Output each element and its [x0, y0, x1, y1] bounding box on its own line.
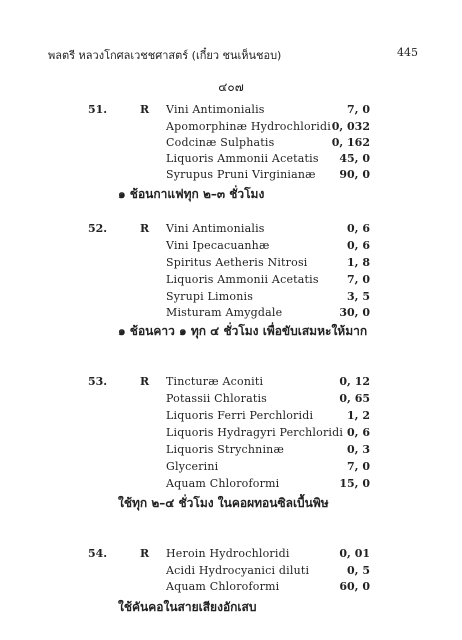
- running-header-title: พลตรี หลวงโกศลเวชชศาสตร์ (เกี๋ยว ชนเห็นชอบ): [48, 49, 282, 62]
- ingredient-name: Liquoris Strychninæ: [166, 443, 284, 456]
- page-number: 445: [397, 46, 418, 59]
- ingredient-name: Aquam Chloroformi: [166, 477, 280, 490]
- ingredient-amount: 1, 2: [347, 409, 370, 422]
- ingredient-name: Liquoris Hydragyri Perchloridi: [166, 426, 344, 439]
- ingredient-amount: 30, 0: [339, 306, 370, 319]
- ingredient-name: Acidi Hydrocyanici diluti: [166, 564, 310, 577]
- ingredient-name: Liquoris Ferri Perchloridi: [166, 409, 314, 422]
- ingredient-name: Vini Ipecacuanhæ: [166, 239, 270, 252]
- ingredient-amount: 0, 032: [331, 120, 370, 133]
- ingredient-amount: 7, 0: [347, 103, 370, 116]
- recipe-symbol: R: [140, 547, 150, 560]
- ingredient-amount: 3, 5: [347, 290, 370, 303]
- ingredient-amount: 45, 0: [339, 152, 370, 165]
- ingredient-amount: 0, 6: [347, 426, 370, 439]
- dosage-instruction: ๑ ช้อนกาแฟทุก ๒–๓ ชั่วโมง: [118, 187, 265, 201]
- prescription-number: 53.: [88, 375, 108, 388]
- ingredient-name: Syrupi Limonis: [166, 290, 254, 303]
- ingredient-amount: 0, 6: [347, 222, 370, 235]
- ingredient-name: Glycerini: [166, 460, 219, 473]
- ingredient-name: Spiritus Aetheris Nitrosi: [166, 256, 308, 269]
- ingredient-amount: 0, 65: [339, 392, 370, 405]
- ingredient-name: Apomorphinæ Hydrochloridi: [166, 120, 331, 133]
- ingredient-amount: 0, 01: [339, 547, 370, 560]
- ingredient-name: Misturam Amygdale: [166, 306, 283, 319]
- ingredient-name: Liquoris Ammonii Acetatis: [166, 152, 319, 165]
- ingredient-name: Potassii Chloratis: [166, 392, 268, 405]
- ingredient-amount: 60, 0: [339, 580, 370, 593]
- ingredient-amount: 1, 8: [347, 256, 370, 269]
- ingredient-amount: 0, 6: [347, 239, 370, 252]
- ingredient-name: Syrupus Pruni Virginianæ: [166, 168, 316, 181]
- ingredient-amount: 0, 12: [339, 375, 370, 388]
- recipe-symbol: R: [140, 103, 150, 116]
- ingredient-amount: 0, 162: [331, 136, 370, 149]
- ingredient-name: Codcinæ Sulphatis: [166, 136, 275, 149]
- ingredient-amount: 7, 0: [347, 460, 370, 473]
- thai-page-mark: ๔๐๗: [218, 80, 244, 94]
- ingredient-amount: 15, 0: [339, 477, 370, 490]
- ingredient-name: Liquoris Ammonii Acetatis: [166, 273, 319, 286]
- ingredient-name: Vini Antimonialis: [166, 103, 265, 116]
- ingredient-amount: 0, 3: [347, 443, 370, 456]
- recipe-symbol: R: [140, 222, 150, 235]
- ingredient-amount: 90, 0: [339, 168, 370, 181]
- ingredient-name: Aquam Chloroformi: [166, 580, 280, 593]
- prescription-number: 54.: [88, 547, 108, 560]
- ingredient-name: Heroin Hydrochloridi: [166, 547, 290, 560]
- ingredient-name: Vini Antimonialis: [166, 222, 265, 235]
- ingredient-name: Tincturæ Aconiti: [166, 375, 264, 388]
- recipe-symbol: R: [140, 375, 150, 388]
- ingredient-amount: 7, 0: [347, 273, 370, 286]
- dosage-instruction: ๑ ช้อนคาว ๑ ทุก ๔ ชั่วโมง เพื่อขับเสมหะให้มาก: [118, 324, 368, 338]
- ingredient-amount: 0, 5: [347, 564, 370, 577]
- dosage-instruction: ใช้ทุก ๒–๔ ชั่วโมง ในคอผทอนซิลเบื้นพิษ: [118, 496, 329, 510]
- prescription-number: 52.: [88, 222, 108, 235]
- dosage-instruction: ใช้คันคอในสายเสียงอักเสบ: [118, 600, 257, 614]
- prescription-number: 51.: [88, 103, 108, 116]
